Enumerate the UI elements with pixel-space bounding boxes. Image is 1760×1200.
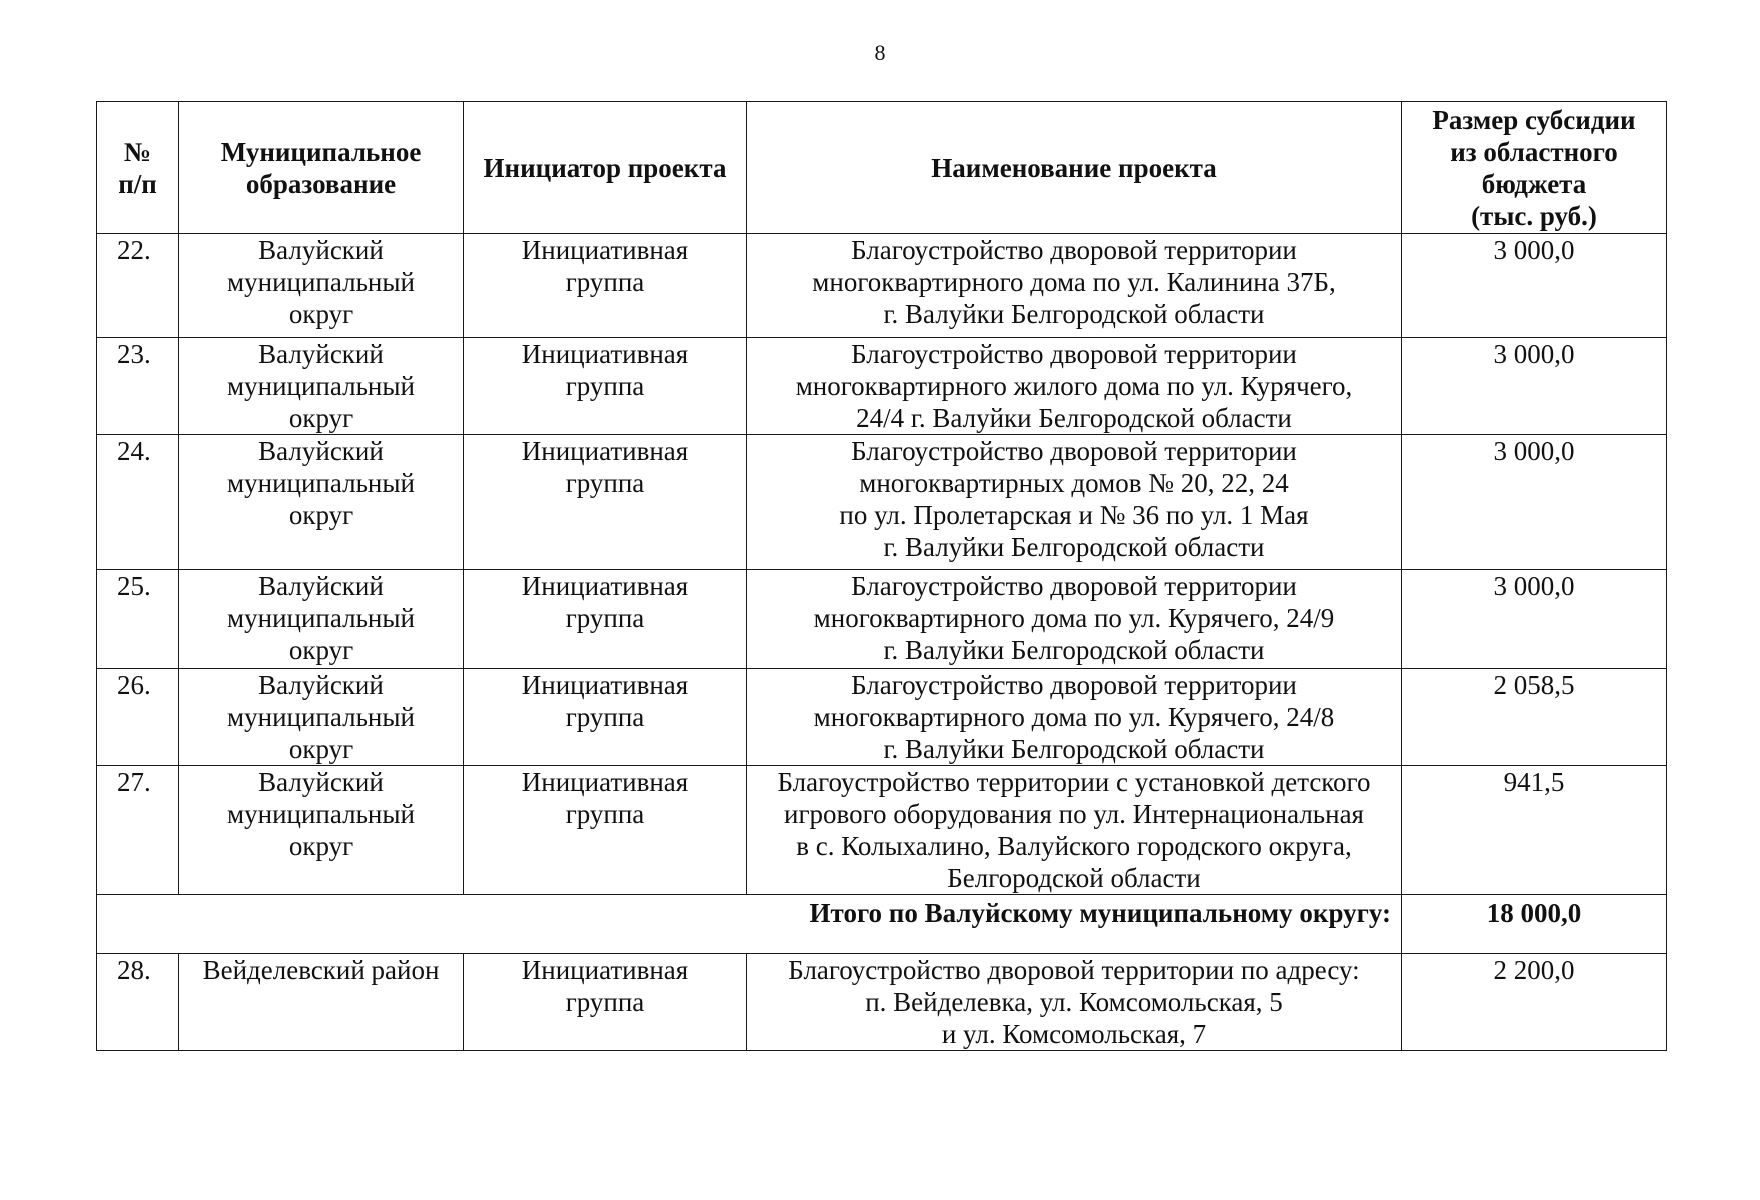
row-amount: 3 000,0: [1402, 338, 1667, 435]
table-row: [97, 954, 1667, 1051]
row-initiator: Инициативная группа: [464, 954, 747, 1051]
row-municipality: Вейделевский район: [179, 954, 464, 1051]
subsidy-table: [96, 101, 1667, 1051]
header-row: [97, 102, 1667, 234]
row-project: Благоустройство дворовой территории многоквартирных домов № 20, 22, 24 по ул. Пролетарская и № 36 по ул. 1 Мая г. Валуйки Белгородской области: [747, 435, 1402, 570]
row-amount: 941,5: [1402, 766, 1667, 895]
table-row: [97, 669, 1667, 766]
row-initiator: Инициативная группа: [464, 338, 747, 435]
row-initiator: Инициативная группа: [464, 766, 747, 895]
row-initiator: Инициативная группа: [464, 435, 747, 570]
header-subsidy: Размер субсидии из областного бюджета (тыс. руб.): [1402, 102, 1667, 234]
table-row: [97, 338, 1667, 435]
page-number: 8: [874, 40, 886, 65]
row-municipality: Валуйский муниципальный округ: [179, 338, 464, 435]
subtotal-label: Итого по Валуйскому муниципальному округу:: [97, 895, 1402, 954]
row-project: Благоустройство дворовой территории многоквартирного дома по ул. Калинина 37Б, г. Валуйки Белгородской области: [747, 234, 1402, 338]
table-row: [97, 234, 1667, 338]
row-num: 26.: [97, 669, 179, 766]
row-municipality: Валуйский муниципальный округ: [179, 234, 464, 338]
row-municipality: Валуйский муниципальный округ: [179, 570, 464, 669]
row-num: 23.: [97, 338, 179, 435]
row-municipality: Валуйский муниципальный округ: [179, 435, 464, 570]
header-municipality: Муниципальное образование: [179, 102, 464, 234]
subtotal-amount: 18 000,0: [1402, 895, 1667, 954]
row-num: 27.: [97, 766, 179, 895]
row-initiator: Инициативная группа: [464, 669, 747, 766]
row-amount: 3 000,0: [1402, 570, 1667, 669]
row-num: 22.: [97, 234, 179, 338]
table-row: [97, 766, 1667, 895]
row-amount: 2 058,5: [1402, 669, 1667, 766]
row-project: Благоустройство дворовой территории многоквартирного дома по ул. Курячего, 24/8 г. Валуйки Белгородской области: [747, 669, 1402, 766]
row-num: 25.: [97, 570, 179, 669]
table-row: [97, 570, 1667, 669]
header-project: Наименование проекта: [747, 102, 1402, 234]
row-num: 24.: [97, 435, 179, 570]
row-project: Благоустройство дворовой территории многоквартирного жилого дома по ул. Курячего, 24/4 г. Валуйки Белгородской области: [747, 338, 1402, 435]
row-municipality: Валуйский муниципальный округ: [179, 766, 464, 895]
row-initiator: Инициативная группа: [464, 570, 747, 669]
header-initiator: Инициатор проекта: [464, 102, 747, 234]
row-num: 28.: [97, 954, 179, 1051]
row-project: Благоустройство территории с установкой детского игрового оборудования по ул. Интернациональная в с. Колыхалино, Валуйского городского округа, Белгородской области: [747, 766, 1402, 895]
row-amount: 3 000,0: [1402, 234, 1667, 338]
row-project: Благоустройство дворовой территории многоквартирного дома по ул. Курячего, 24/9 г. Валуйки Белгородской области: [747, 570, 1402, 669]
table-row: [97, 435, 1667, 570]
row-project: Благоустройство дворовой территории по адресу: п. Вейделевка, ул. Комсомольская, 5 и ул. Комсомольская, 7: [747, 954, 1402, 1051]
row-amount: 3 000,0: [1402, 435, 1667, 570]
row-amount: 2 200,0: [1402, 954, 1667, 1051]
header-num: № п/п: [97, 102, 179, 234]
row-municipality: Валуйский муниципальный округ: [179, 669, 464, 766]
subtotal-row: [97, 895, 1667, 954]
row-initiator: Инициативная группа: [464, 234, 747, 338]
